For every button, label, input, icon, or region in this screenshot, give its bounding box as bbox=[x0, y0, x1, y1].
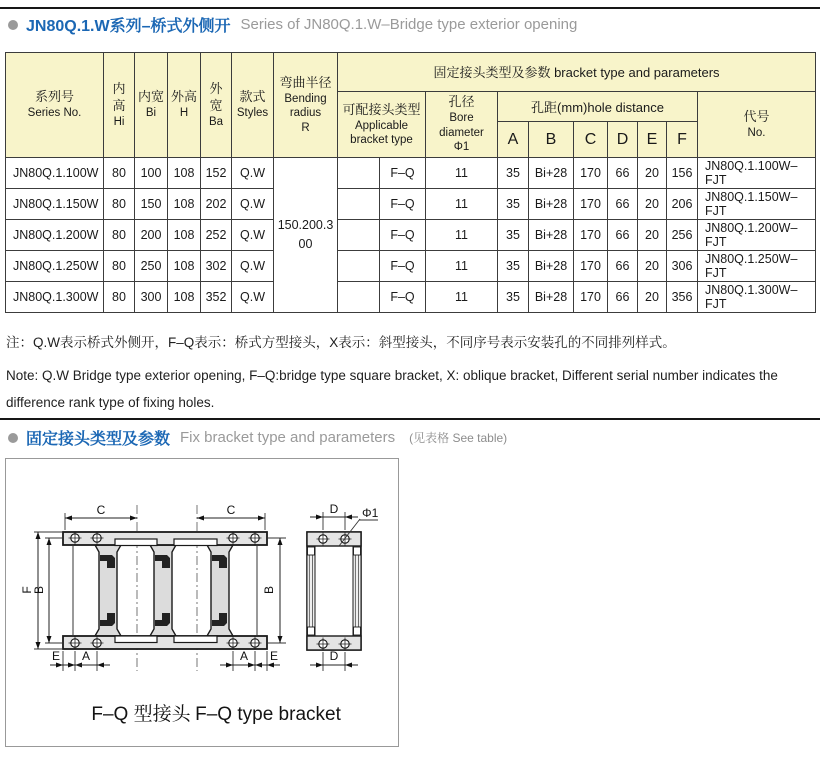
cell-series: JN80Q.1.200W bbox=[6, 220, 104, 251]
col-header-applicable-en: Applicable bracket type bbox=[350, 119, 413, 146]
dim-label-phi: Φ1 bbox=[362, 506, 379, 520]
cell-hi: 80 bbox=[104, 158, 135, 189]
group-header-hole-distance bbox=[498, 92, 698, 122]
col-header-outer-width bbox=[201, 53, 232, 158]
col-header-applicable-cn: 可配接头类型 bbox=[342, 101, 421, 117]
dim-label-d: D bbox=[329, 502, 339, 516]
dim-label-a: A bbox=[81, 649, 91, 663]
page-title-en: Series of JN80Q.1.W–Bridge type exterior opening bbox=[240, 16, 578, 33]
note-line-cn: 注：Q.W表示桥式外侧开，F–Q表示：桥式方型接头，X表示：斜型接头，不同序号表示安装孔的不同排列样式。 bbox=[6, 335, 676, 350]
cell-bi: 200 bbox=[135, 220, 168, 251]
cell-b: Bi+28 bbox=[529, 282, 574, 313]
dim-label-c: C bbox=[226, 503, 236, 517]
cell-code: JN80Q.1.100W–FJT bbox=[698, 158, 816, 189]
cell-c: 170 bbox=[574, 282, 608, 313]
note-line-en: Note: Q.W Bridge type exterior opening, F–Q:bridge type square bracket, X: oblique bracket, Different serial number indicates the difference rank type of fixing holes. bbox=[6, 368, 778, 410]
end-view bbox=[307, 532, 361, 651]
col-header-inner-height bbox=[104, 53, 135, 158]
spec-table bbox=[5, 52, 816, 313]
cell-a: 35 bbox=[498, 158, 529, 189]
end-view-top-flange bbox=[307, 532, 361, 546]
rail-notch bbox=[115, 636, 157, 643]
dim-label-b: B bbox=[262, 585, 276, 595]
col-header-bore-diameter bbox=[426, 92, 498, 158]
rail-notch bbox=[115, 539, 157, 546]
col-header-B: B bbox=[529, 122, 574, 158]
cell-f: 206 bbox=[667, 189, 698, 220]
cell-bore: 11 bbox=[426, 189, 498, 220]
col-header-applicable-bracket bbox=[338, 92, 426, 158]
table-row bbox=[6, 158, 816, 189]
cell-bi: 300 bbox=[135, 282, 168, 313]
cell-d: 66 bbox=[608, 282, 638, 313]
cell-bi: 100 bbox=[135, 158, 168, 189]
f-q-bracket-drawing bbox=[6, 459, 396, 744]
section-divider-line bbox=[0, 418, 820, 420]
drawing-caption-cn: F–Q 型接头 bbox=[91, 704, 191, 725]
col-header-bore-cn: 孔径 bbox=[448, 94, 475, 110]
dim-b-right bbox=[262, 538, 286, 643]
cell-bracket: F–Q bbox=[380, 282, 426, 313]
cell-bracket: F–Q bbox=[380, 189, 426, 220]
cell-bore: 11 bbox=[426, 220, 498, 251]
cell-b: Bi+28 bbox=[529, 189, 574, 220]
dim-a-right bbox=[220, 649, 262, 671]
col-header-series bbox=[6, 53, 104, 158]
cell-h: 108 bbox=[168, 282, 201, 313]
end-view-bottom-flange bbox=[307, 636, 361, 650]
dim-label-e: E bbox=[51, 649, 61, 663]
end-view-side-wall bbox=[307, 546, 315, 636]
dim-label-c: C bbox=[96, 503, 106, 517]
section2-title-en: Fix bracket type and parameters bbox=[180, 429, 396, 446]
end-view-side-wall bbox=[353, 546, 361, 636]
dim-b-left bbox=[32, 538, 62, 643]
col-header-bi-cn: 内宽 bbox=[138, 89, 165, 105]
header-row-1 bbox=[6, 53, 816, 92]
cell-h: 108 bbox=[168, 189, 201, 220]
cell-h: 108 bbox=[168, 158, 201, 189]
cell-ba: 352 bbox=[201, 282, 232, 313]
col-header-bending-en: Bending radius bbox=[284, 92, 327, 120]
cell-d: 66 bbox=[608, 220, 638, 251]
dim-label-f: F bbox=[20, 586, 34, 594]
dim-e-right bbox=[248, 649, 280, 671]
page-title-cn: JN80Q.1.W系列–桥式外侧开 bbox=[26, 18, 231, 35]
cell-ba: 302 bbox=[201, 251, 232, 282]
cell-bore: 11 bbox=[426, 251, 498, 282]
col-header-bi-en: Bi bbox=[145, 107, 157, 120]
cell-b: Bi+28 bbox=[529, 220, 574, 251]
col-header-bore-en: Bore diameter bbox=[439, 112, 484, 139]
cell-bracket: F–Q bbox=[380, 220, 426, 251]
cell-code: JN80Q.1.150W–FJT bbox=[698, 189, 816, 220]
cell-a: 35 bbox=[498, 220, 529, 251]
cell-style: Q.W bbox=[232, 282, 274, 313]
cell-h: 108 bbox=[168, 251, 201, 282]
cell-e: 20 bbox=[638, 158, 667, 189]
dim-label-d: D bbox=[329, 649, 339, 663]
col-header-A: A bbox=[498, 122, 529, 158]
chain-links bbox=[95, 545, 233, 636]
rail-notch bbox=[174, 636, 217, 643]
col-header-code-en: No. bbox=[747, 126, 766, 139]
col-header-styles-en: Styles bbox=[236, 107, 269, 120]
drawing-caption-en: F–Q type bracket bbox=[195, 704, 341, 725]
col-header-C: C bbox=[574, 122, 608, 158]
cell-ba: 202 bbox=[201, 189, 232, 220]
dim-label-e: E bbox=[269, 649, 279, 663]
cell-d: 66 bbox=[608, 251, 638, 282]
col-header-styles-cn: 款式 bbox=[239, 89, 266, 105]
col-header-E: E bbox=[638, 122, 667, 158]
dim-label-b: B bbox=[32, 585, 46, 595]
cell-e: 20 bbox=[638, 220, 667, 251]
cell-hi: 80 bbox=[104, 189, 135, 220]
col-header-bending-cn: 弯曲半径 bbox=[279, 74, 332, 90]
rail-notch bbox=[174, 539, 217, 546]
cell-ba: 252 bbox=[201, 220, 232, 251]
cell-spacer bbox=[338, 282, 380, 313]
cell-f: 356 bbox=[667, 282, 698, 313]
cell-spacer bbox=[338, 251, 380, 282]
cell-hi: 80 bbox=[104, 282, 135, 313]
dim-c-left bbox=[65, 503, 137, 530]
cell-b: Bi+28 bbox=[529, 251, 574, 282]
cell-style: Q.W bbox=[232, 251, 274, 282]
top-divider-line bbox=[0, 7, 820, 9]
cell-c: 170 bbox=[574, 158, 608, 189]
cell-f: 256 bbox=[667, 220, 698, 251]
page-title bbox=[8, 13, 577, 36]
bracket-drawing-box bbox=[5, 458, 399, 747]
cell-d: 66 bbox=[608, 189, 638, 220]
cell-code: JN80Q.1.300W–FJT bbox=[698, 282, 816, 313]
col-header-hi-cn: 内高 bbox=[112, 80, 126, 113]
cell-a: 35 bbox=[498, 251, 529, 282]
group-header-en: bracket type and parameters bbox=[554, 65, 720, 80]
cell-f: 156 bbox=[667, 158, 698, 189]
cell-series: JN80Q.1.250W bbox=[6, 251, 104, 282]
cell-bending-radius: 150.200.300 bbox=[274, 158, 338, 313]
col-header-bending-radius bbox=[274, 53, 338, 158]
cell-a: 35 bbox=[498, 189, 529, 220]
cell-style: Q.W bbox=[232, 189, 274, 220]
cell-b: Bi+28 bbox=[529, 158, 574, 189]
col-header-hi-en: Hi bbox=[113, 115, 125, 128]
cell-series: JN80Q.1.300W bbox=[6, 282, 104, 313]
group-header-bracket-parameters bbox=[338, 53, 816, 92]
col-header-inner-width bbox=[135, 53, 168, 158]
cell-bi: 150 bbox=[135, 189, 168, 220]
cell-h: 108 bbox=[168, 220, 201, 251]
cell-bracket: F–Q bbox=[380, 251, 426, 282]
col-header-series-cn: 系列号 bbox=[34, 89, 74, 105]
cell-e: 20 bbox=[638, 251, 667, 282]
cell-spacer bbox=[338, 189, 380, 220]
cell-code: JN80Q.1.200W–FJT bbox=[698, 220, 816, 251]
col-header-styles bbox=[232, 53, 274, 158]
cell-hi: 80 bbox=[104, 220, 135, 251]
table-row bbox=[6, 282, 816, 313]
cell-code: JN80Q.1.250W–FJT bbox=[698, 251, 816, 282]
col-header-bending-symbol: R bbox=[301, 121, 310, 134]
cell-ba: 152 bbox=[201, 158, 232, 189]
col-header-bore-symbol: Φ1 bbox=[453, 141, 470, 154]
cell-bi: 250 bbox=[135, 251, 168, 282]
bullet-icon bbox=[8, 20, 18, 30]
notes-block bbox=[6, 330, 814, 423]
cell-spacer bbox=[338, 220, 380, 251]
col-header-outer-height bbox=[168, 53, 201, 158]
bullet-icon bbox=[8, 433, 18, 443]
cell-series: JN80Q.1.150W bbox=[6, 189, 104, 220]
section2-see-table-note: (见表格 See table) bbox=[409, 431, 508, 445]
cell-c: 170 bbox=[574, 220, 608, 251]
dim-d-top bbox=[310, 502, 358, 530]
hole-distance-label: 孔距(mm)hole distance bbox=[531, 99, 664, 115]
col-header-F: F bbox=[667, 122, 698, 158]
cell-hi: 80 bbox=[104, 251, 135, 282]
table-row bbox=[6, 251, 816, 282]
cell-e: 20 bbox=[638, 282, 667, 313]
col-header-h-cn: 外高 bbox=[171, 89, 198, 105]
cell-spacer bbox=[338, 158, 380, 189]
table-row bbox=[6, 220, 816, 251]
dim-d-bottom bbox=[310, 649, 358, 671]
cell-e: 20 bbox=[638, 189, 667, 220]
col-header-ba-en: Ba bbox=[208, 115, 224, 128]
dim-c-right bbox=[197, 503, 265, 530]
table-row bbox=[6, 189, 816, 220]
col-header-series-en: Series No. bbox=[27, 107, 82, 120]
col-header-h-en: H bbox=[179, 107, 189, 120]
col-header-code bbox=[698, 92, 816, 158]
cell-style: Q.W bbox=[232, 220, 274, 251]
cell-series: JN80Q.1.100W bbox=[6, 158, 104, 189]
cell-d: 66 bbox=[608, 158, 638, 189]
cell-style: Q.W bbox=[232, 158, 274, 189]
cell-f: 306 bbox=[667, 251, 698, 282]
cell-c: 170 bbox=[574, 251, 608, 282]
cell-bore: 11 bbox=[426, 282, 498, 313]
group-header-text bbox=[433, 65, 719, 80]
group-header-cn: 固定接头类型及参数 bbox=[433, 65, 551, 80]
section2-title-cn: 固定接头类型及参数 bbox=[26, 431, 171, 448]
cell-a: 35 bbox=[498, 282, 529, 313]
col-header-code-cn: 代号 bbox=[743, 108, 770, 124]
section2-title bbox=[8, 426, 507, 449]
dim-a-left bbox=[68, 649, 110, 671]
cell-bore: 11 bbox=[426, 158, 498, 189]
dim-label-a: A bbox=[239, 649, 249, 663]
col-header-D: D bbox=[608, 122, 638, 158]
cell-bracket: F–Q bbox=[380, 158, 426, 189]
col-header-ba-cn: 外宽 bbox=[209, 80, 223, 113]
cell-c: 170 bbox=[574, 189, 608, 220]
